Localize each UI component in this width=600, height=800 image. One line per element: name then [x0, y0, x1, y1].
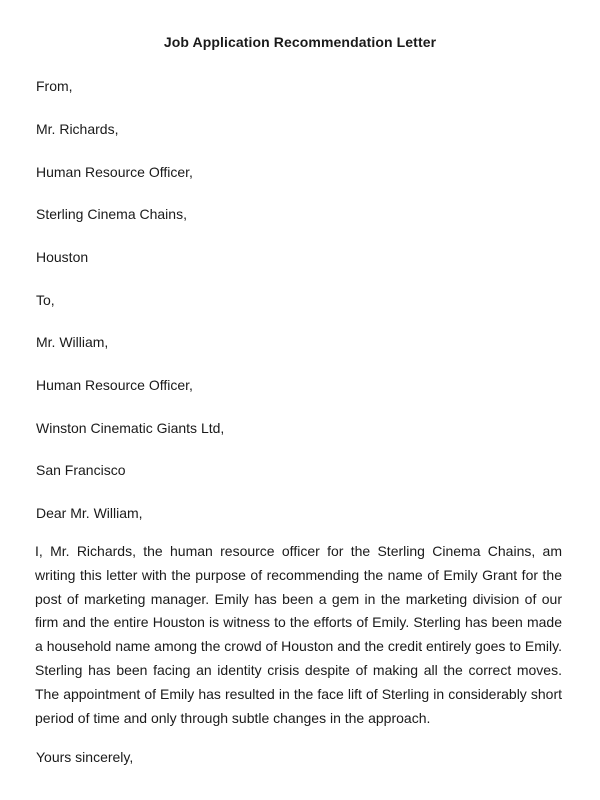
- recipient-position: Human Resource Officer,: [36, 377, 193, 393]
- sender-position: Human Resource Officer,: [36, 164, 193, 180]
- to-label: To,: [36, 292, 55, 308]
- salutation: Dear Mr. William,: [36, 505, 143, 521]
- letter-title: Job Application Recommendation Letter: [163, 34, 437, 50]
- sender-city: Houston: [36, 249, 89, 265]
- body-paragraph: I, Mr. Richards, the human resource officer for the Sterling Cinema Chains, am writing this letter with the purpose of recommending the name of Emily Grant for the post of marketing manager. Emily has been a gem in the marketing division of our firm and the entire Houston is witness to the efforts of Emily. Sterling has been made a household name among the crowd of Houston and the credit entirely goes to Emily. Sterling has been facing an identity crisis despite of making all the correct moves. The appointment of Emily has resulted in the face lift of Sterling in considerably short period of time and only through subtle changes in the approach.: [35, 543, 562, 726]
- sender-company: Sterling Cinema Chains,: [36, 206, 187, 222]
- recipient-company: Winston Cinematic Giants Ltd,: [36, 420, 225, 436]
- sender-name: Mr. Richards,: [36, 121, 119, 137]
- recipient-city: San Francisco: [36, 462, 126, 478]
- recipient-name: Mr. William,: [36, 334, 109, 350]
- closing: Yours sincerely,: [36, 749, 134, 765]
- from-label: From,: [36, 78, 73, 94]
